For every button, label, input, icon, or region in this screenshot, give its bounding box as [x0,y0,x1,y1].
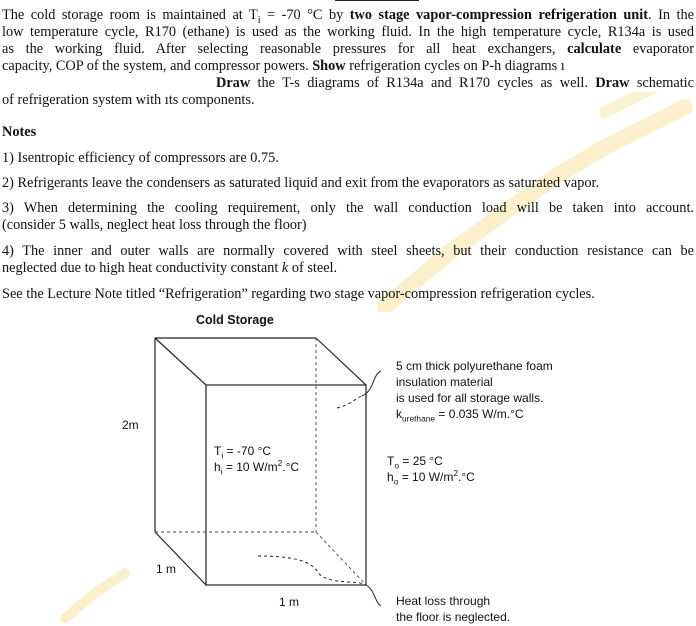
front-face [206,385,366,585]
inside-heat-coefficient: $h_i = 10$ $W/m^2.^\circ C$ [214,458,300,477]
note-3-line-2: (consider 5 walls, neglect heat loss through the floor) [2,217,307,233]
reference-text: See the Lecture Note titled “Refrigeration” regarding two stage vapor-compression refrigeration cycles. [2,286,595,302]
note-4-line-2: neglected due to high heat conductivity constant k of steel. [2,260,338,276]
outside-heat-coefficient: $h_o = 10$ $W/m^2.^\circ C$ [387,468,475,487]
note-2-text: 2) Refrigerants leave the condensers as saturated liquid and exit from the evaporators as saturated vapor. [2,175,600,191]
top-left-diagonal [155,338,206,385]
insulation-line-1: 5 cm thick polyurethane foam [396,359,553,373]
problem-line-5: Draw the T-s diagrams of R134a and R170 cycles as well. Draw schematic [216,75,695,91]
hidden-bottom-right-diagonal [316,532,366,585]
problem-line-2: low temperature cycle, R170 (ethane) is used as the working fluid. In the high temperature cycle, R134a is used [2,24,694,40]
outside-temperature: $T_o = 25$ °C [387,454,443,471]
problem-line-1: The cold storage room is maintained at $T_i = -70$ °C by two stage vapor-compression refrigeration unit. In the [2,7,694,26]
insulation-line-2: insulation material [396,375,493,389]
note-1-text: 1) Isentropic efficiency of compressors are 0.75. [2,150,279,166]
problem-line-4: capacity, COP of the system, and compressor powers. Show refrigeration cycles on P-h diagrams ı [2,58,565,74]
notes-heading: Notes [2,124,37,140]
floor-leader [366,585,381,606]
floor-note-line-2: the floor is neglected. [396,610,511,624]
depth-label: 1 m [156,562,177,576]
height-label: 2m [122,418,139,432]
floor-note-line-1: Heat loss through [396,594,491,608]
floor-note [396,593,510,625]
figure-title: Cold Storage [196,313,274,327]
note-3-line-1: 3) When determining the cooling requirement, only the wall conduction load will be taken into account. [2,200,694,216]
top-right-diagonal [316,338,366,385]
floor-leader-dashed [258,556,366,585]
insulation-line-3: is used for all storage walls. [396,391,544,405]
problem-line-3: as the working fluid. After selecting reasonable pressures for all heat exchangers, calculate evaporator [2,41,694,57]
insulation-conductivity: $k_{urethane} = 0.035$ W/m.°C [396,407,524,424]
bottom-left-diagonal [155,532,206,585]
problem-line-6: of refrigeration system with ıts components. [2,92,255,108]
inside-conditions [214,443,299,475]
insulation-leader-dashed [337,396,362,408]
outside-conditions [387,453,475,485]
width-label: 1 m [279,595,300,609]
insulation-note [396,358,553,422]
note-4-line-1: 4) The inner and outer walls are normally covered with steel sheets, but their conduction resistance can be [2,243,694,259]
inside-temperature: $T_i = -70$ °C [214,444,272,461]
